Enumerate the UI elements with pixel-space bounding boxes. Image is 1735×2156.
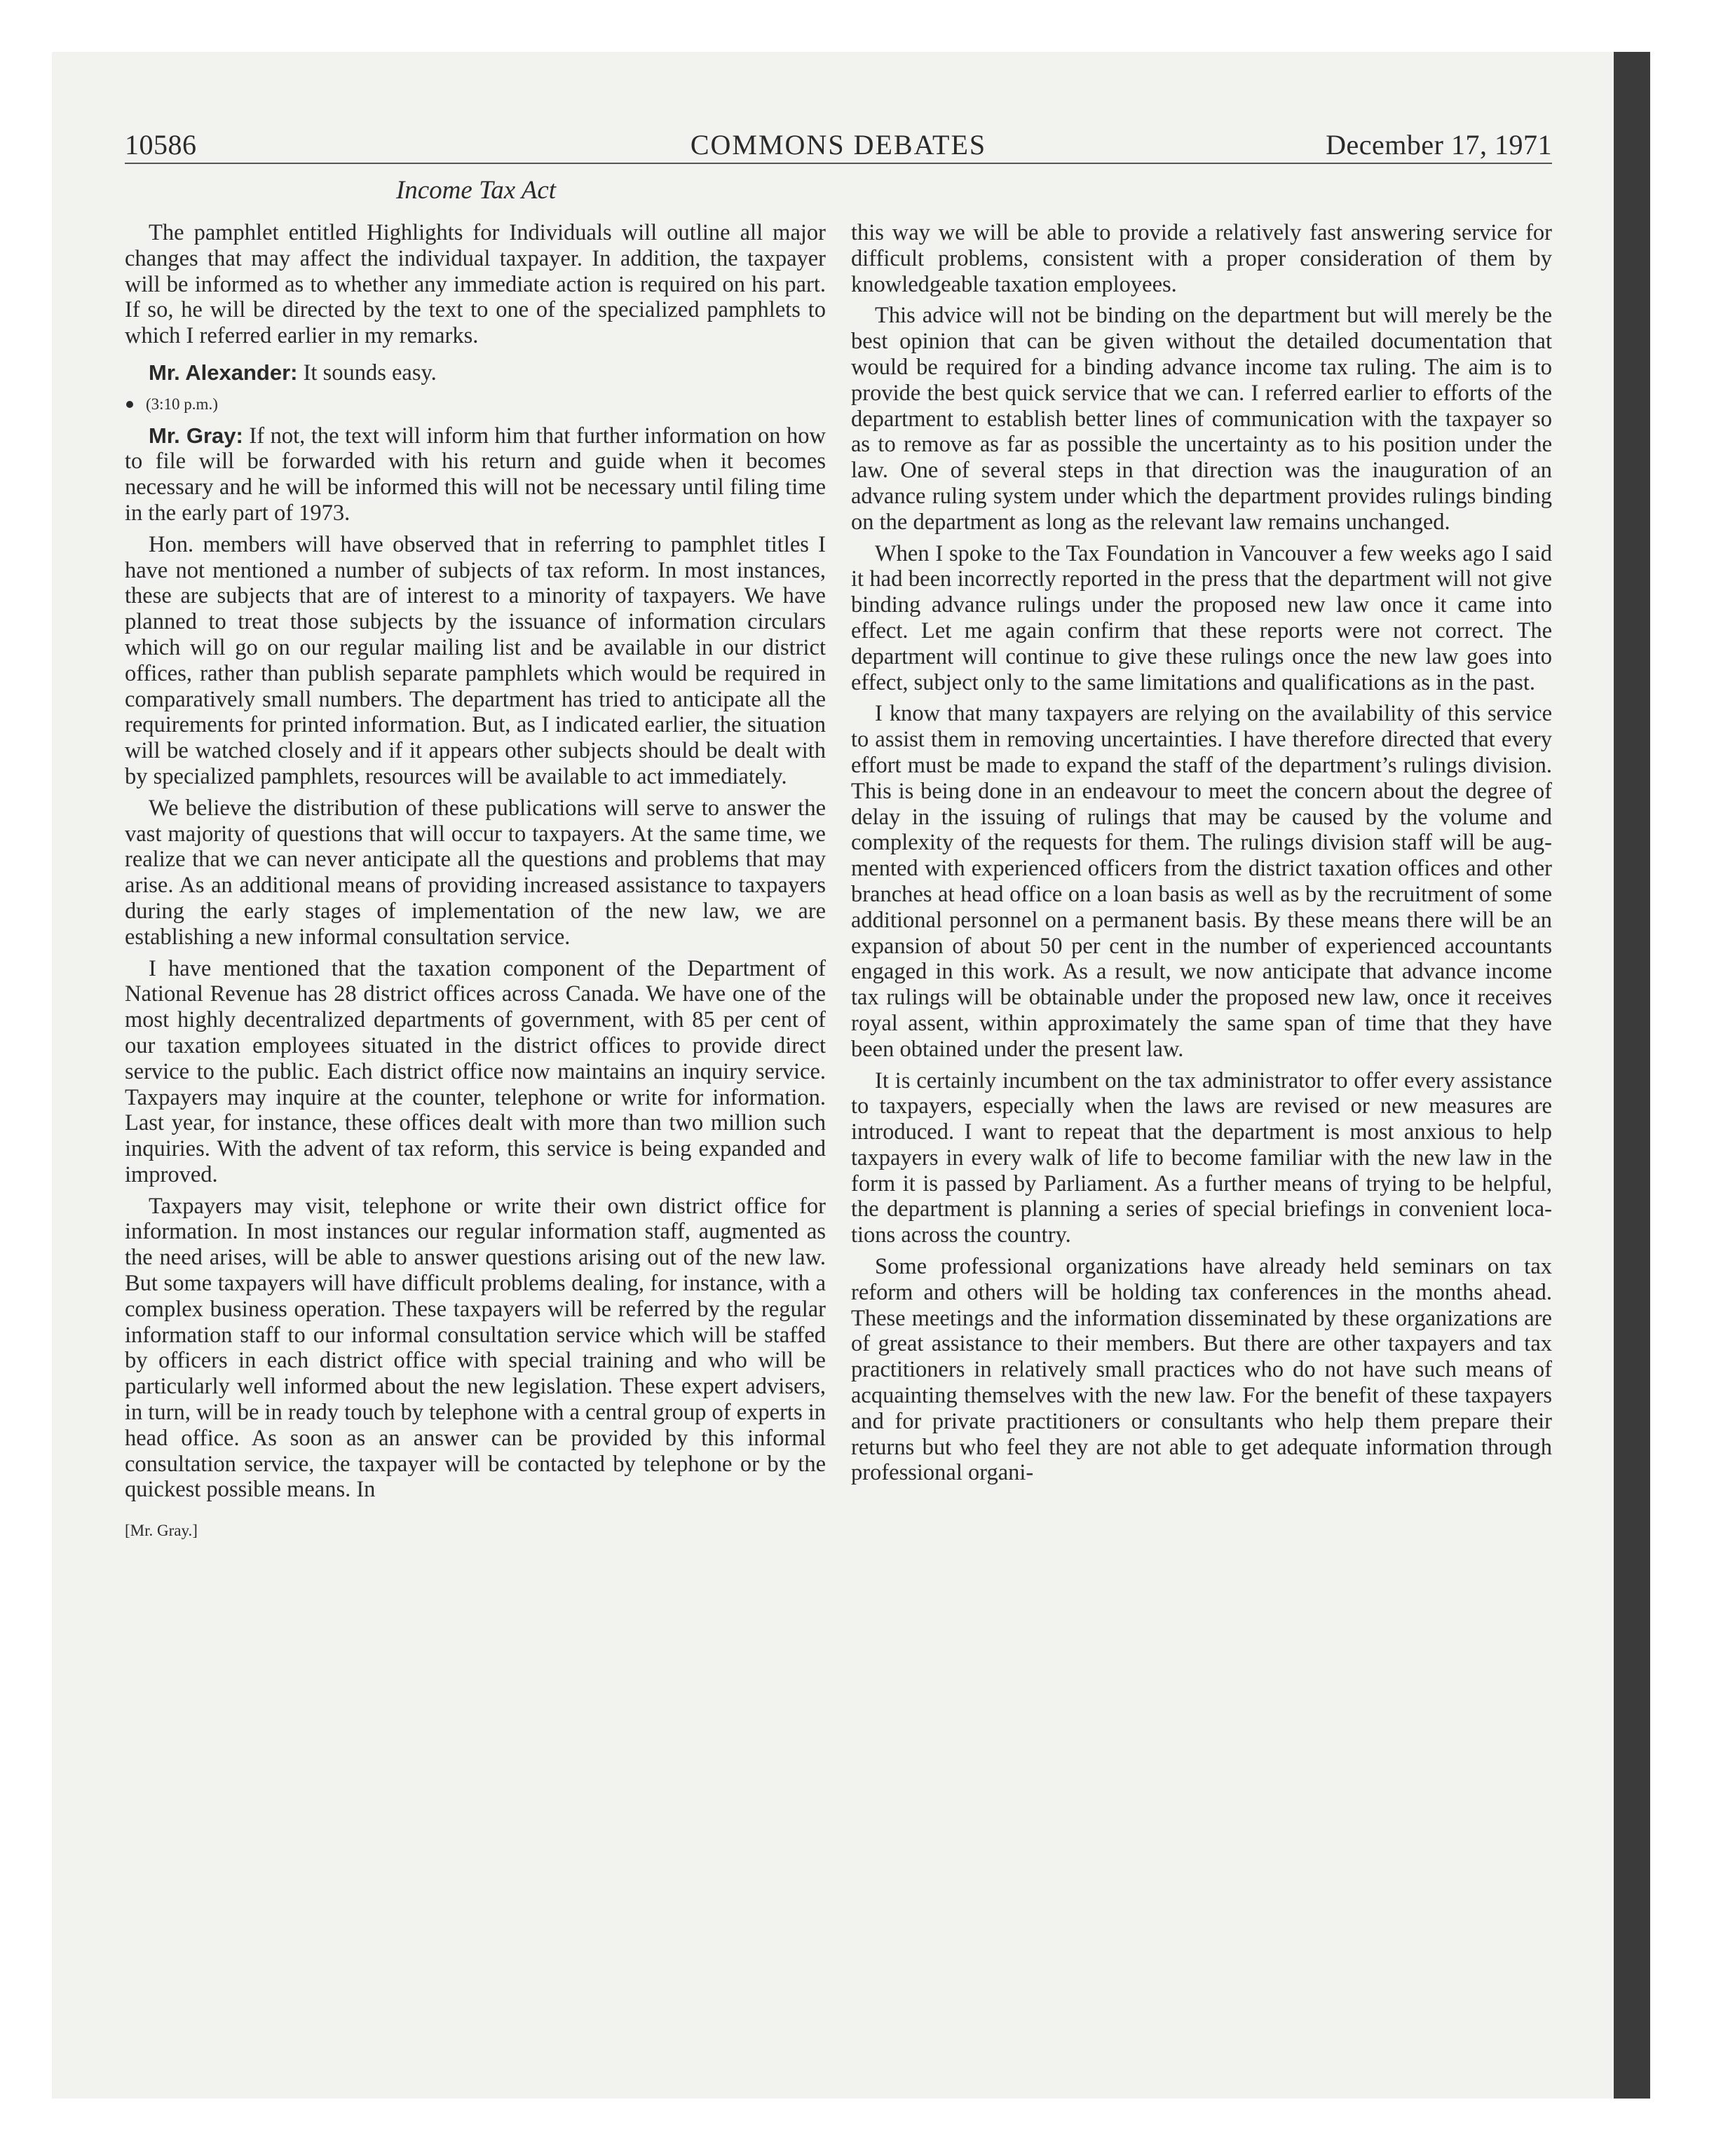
paragraph: this way we will be able to provide a relatively fast answering service for difficult problems, consistent with a proper consideration of them by knowledgeable taxation employees. xyxy=(851,220,1552,297)
section-title: Income Tax Act xyxy=(395,176,557,205)
speaker-reference: [Mr. Gray.] xyxy=(125,1522,198,1540)
right-column xyxy=(851,220,1552,1492)
timestamp-text: (3:10 p.m.) xyxy=(146,395,218,413)
paragraph: The pamphlet entitled Highlights for Individuals will outline all major changes that may affect the individual taxpayer. In addition, the taxpayer will be informed as to whether any immediate action is required on his part. If so, he will be directed by the text to one of the specialized pamphlets to which I referred earlier in my remarks. xyxy=(125,220,826,349)
speech-text: If not, the text will inform him that further information on how to file will be forwarded with his return and guide when it becomes necessary and he will be informed this will not be necessary until filing time in the early part of 1973. xyxy=(125,423,826,526)
bullet-icon xyxy=(126,401,133,408)
paragraph: When I spoke to the Tax Foundation in Vancouver a few weeks ago I said it had been incorrectly reported in the press that the department will not give binding advance rulings under the proposed new law once it came into effect. Let me again confirm that these reports were not correct. The department will continue to give these rulings once the new law goes into effect, subject only to the same limitations and qualifications as in the past. xyxy=(851,540,1552,695)
page-number: 10586 xyxy=(125,129,197,161)
speech-gray xyxy=(125,423,826,526)
speech-alexander xyxy=(125,360,826,386)
timestamp xyxy=(125,392,826,418)
page-date: December 17, 1971 xyxy=(1326,129,1552,161)
speaker-name: Mr. Alexander: xyxy=(149,360,298,385)
paragraph: This advice will not be binding on the department but will merely be the best opinion that can be given without the detailed documentation that would be required for a binding advance income tax ruling. The aim is to provide the best quick service that we can. I referred earlier to efforts of the department to establish better lines of communication with the taxpayer so as to remove as far as possible the uncertainty as to his position under the law. One of several steps in that direction was the inauguration of an advance ruling system under which the department provides rulings binding on the department as long as the relevant law remains unchanged. xyxy=(851,303,1552,535)
scan-edge-shadow xyxy=(1614,52,1650,2099)
left-column xyxy=(125,220,826,1550)
speech-text: It sounds easy. xyxy=(297,360,437,386)
running-title: COMMONS DEBATES xyxy=(690,129,987,161)
paragraph: I know that many taxpayers are relying on the availability of this service to assist them in removing uncertainties. I have therefore directed that every effort must be made to expand the staff of the department’s rulings division. This is being done in an endeavour to meet the concern about the degree of delay in the issuing of rulings that may be caused by the volume and complexity of the requests for them. The rulings division staff will be augmented with experienced officers from the district taxation offices and other branches at head office on a loan basis as well as by the recruitment of some additional personnel on a permanent basis. By these means there will be an expansion of about 50 per cent in the number of experienced accountants engaged in this work. As a result, we now anticipate that advance income tax rulings will be obtainable under the proposed new law, once it receives royal assent, within approximately the same span of time that they have been obtained under the present law. xyxy=(851,701,1552,1062)
paragraph: Taxpayers may visit, telephone or write their own district office for information. In most instances our regular information staff, augmented as the need arises, will be able to answer questions arising out of the new law. But some taxpayers will have difficult problems dealing, for instance, with a complex business operation. These taxpayers will be referred by the regular information staff to our informal consultation service which will be staffed by officers in each district office with special training and who will be particularly well informed about the new legislation. These expert advisers, in turn, will be in ready touch by telephone with a central group of experts in head office. As soon as an answer can be provided by this informal consultation service, the taxpayer will be contacted by telephone or by the quickest possible means. In xyxy=(125,1193,826,1503)
page-header xyxy=(125,126,1552,164)
paragraph: It is certainly incumbent on the tax administrator to offer every assistance to taxpayers, especially when the laws are revised or new measures are introduced. I want to repeat that the department is most anxious to help taxpayers in every walk of life to become familiar with the new law in the form it is passed by Parliament. As a further means of trying to be helpful, the department is planning a series of special briefings in convenient locations across the country. xyxy=(851,1067,1552,1248)
paragraph: We believe the distribution of these publications will serve to answer the vast majority of questions that will occur to taxpayers. At the same time, we realize that we can never anticipate all the questions and problems that may arise. As an additional means of providing increased assistance to taxpayers during the early stages of implementation of the new law, we are establishing a new informal consultation service. xyxy=(125,795,826,950)
paragraph: I have mentioned that the taxation component of the Department of National Revenue has 28 district offices across Canada. We have one of the most highly decentralized departments of government, with 85 per cent of our taxation employees situated in the district offices to provide direct service to the public. Each district office now maintains an inquiry service. Taxpayers may inquire at the counter, telephone or write for information. Last year, for instance, these offices dealt with more than two million such inquiries. With the advent of tax reform, this service is being expanded and improved. xyxy=(125,955,826,1187)
paragraph: Some professional organizations have already held seminars on tax reform and others will be holding tax conferences in the months ahead. These meetings and the information disseminated by these organizations are of great assistance to their members. But there are other taxpayers and tax practitioners in relatively small practices who do not have such means of acquainting themselves with the new law. For the benefit of these taxpayers and for private practitioners or consultants who help them prepare their returns but who feel they are not able to get adequate information through professional organi- xyxy=(851,1254,1552,1486)
paragraph: Hon. members will have observed that in referring to pamphlet titles I have not mentioned a number of subjects of tax reform. In most instances, these are subjects that are of interest to a minority of taxpayers. We have planned to treat those subjects by the issuance of information circulars which will go on our regular mailing list and be available in our district offices, rather than publish separate pamphlets which would be required in comparatively small numbers. The department has tried to anticipate all the requirements for printed information. But, as I indicated earlier, the situation will be watched closely and if it appears other subjects should be dealt with by specialized pamphlets, resources will be available to act immediately. xyxy=(125,531,826,789)
speaker-name: Mr. Gray: xyxy=(149,423,243,448)
